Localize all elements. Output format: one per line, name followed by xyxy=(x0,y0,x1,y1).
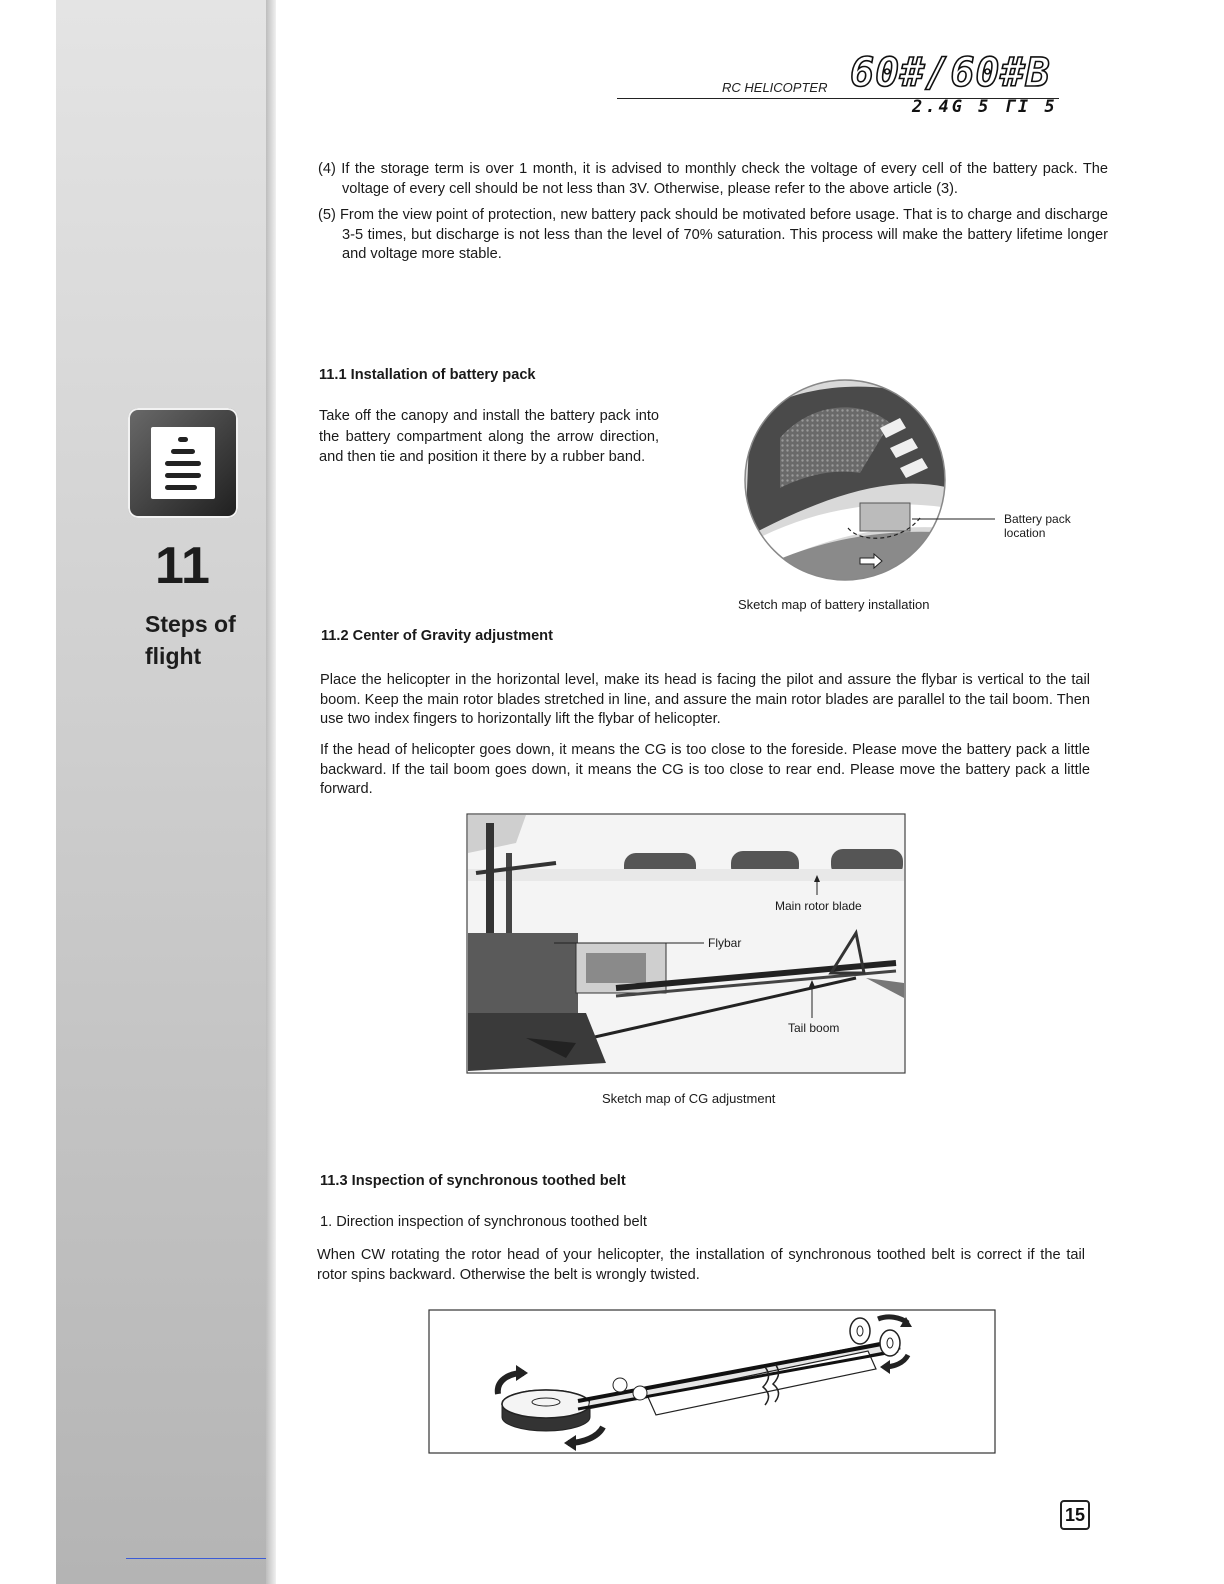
page-number: 15 xyxy=(1060,1500,1090,1530)
section-11-3-body: When CW rotating the rotor head of your helicopter, the installation of synchronous toothed belt is correct if the tail rotor spins backward. Otherwise the belt is wrongly twisted. xyxy=(317,1247,1085,1283)
section-11-1-heading: 11.1 Installation of battery pack xyxy=(319,367,536,383)
section-11-1-body: Take off the canopy and install the battery pack into the battery compartment along the arrow direction, and then tie and position it there by a rubber band. xyxy=(319,408,659,465)
cg-adjustment-caption: Sketch map of CG adjustment xyxy=(602,1091,776,1106)
header-label: RC HELICOPTER xyxy=(722,80,828,95)
header-subtitle-logo: 2.4G 5 ГI 5 xyxy=(912,97,1058,117)
header-model-logo: 60#/60#B xyxy=(850,50,1051,96)
chapter-number: 11 xyxy=(155,537,210,595)
sidebar-edge xyxy=(266,0,276,1584)
intro-item-4: (4) If the storage term is over 1 month, it is advised to monthly check the voltage of every cell of the battery pack. The voltage of every cell should be not less than 3V. Otherwise, please refer to the above article (3). xyxy=(318,161,1108,197)
battery-location-callout: Battery pack location xyxy=(1004,512,1071,540)
section-11-2-heading: 11.2 Center of Gravity adjustment xyxy=(321,628,553,644)
section-11-3-heading: 11.3 Inspection of synchronous toothed belt xyxy=(320,1173,626,1189)
tail-boom-callout: Tail boom xyxy=(788,1021,840,1035)
flybar-callout: Flybar xyxy=(708,936,742,950)
section-11-2-body-1: Place the helicopter in the horizontal level, make its head is facing the pilot and assure the flybar is vertical to the tail boom. Keep the main rotor blades stretched in line, and assure the main rotor blades are parallel to the tail boom. Then use two index fingers to horizontally lift the flybar of helicopter. xyxy=(320,672,1090,727)
battery-installation-figure xyxy=(740,378,1096,588)
document-icon xyxy=(128,408,238,518)
document-sheet xyxy=(151,427,215,499)
chapter-title: Steps of flight xyxy=(145,611,236,669)
intro-item-5: (5) From the view point of protection, new battery pack should be motivated before usage. That is to charge and discharge 3-5 times, but discharge is not less than the level of 70% saturation. This process will make the battery lifetime longer and voltage more stable. xyxy=(318,207,1108,262)
sidebar-link-rule xyxy=(126,1558,266,1559)
cg-adjustment-figure xyxy=(466,813,906,1074)
main-rotor-blade-callout: Main rotor blade xyxy=(775,899,862,913)
toothed-belt-figure xyxy=(428,1309,996,1454)
section-11-2-body-2: If the head of helicopter goes down, it means the CG is too close to the foreside. Please move the battery pack a little backward. If the tail boom goes down, it means the CG is too close to rear end. Please move the battery pack a little forward. xyxy=(320,742,1090,797)
chapter-sidebar xyxy=(56,0,270,1584)
battery-installation-caption: Sketch map of battery installation xyxy=(738,597,930,612)
section-11-3-subheading: 1. Direction inspection of synchronous toothed belt xyxy=(320,1214,647,1230)
